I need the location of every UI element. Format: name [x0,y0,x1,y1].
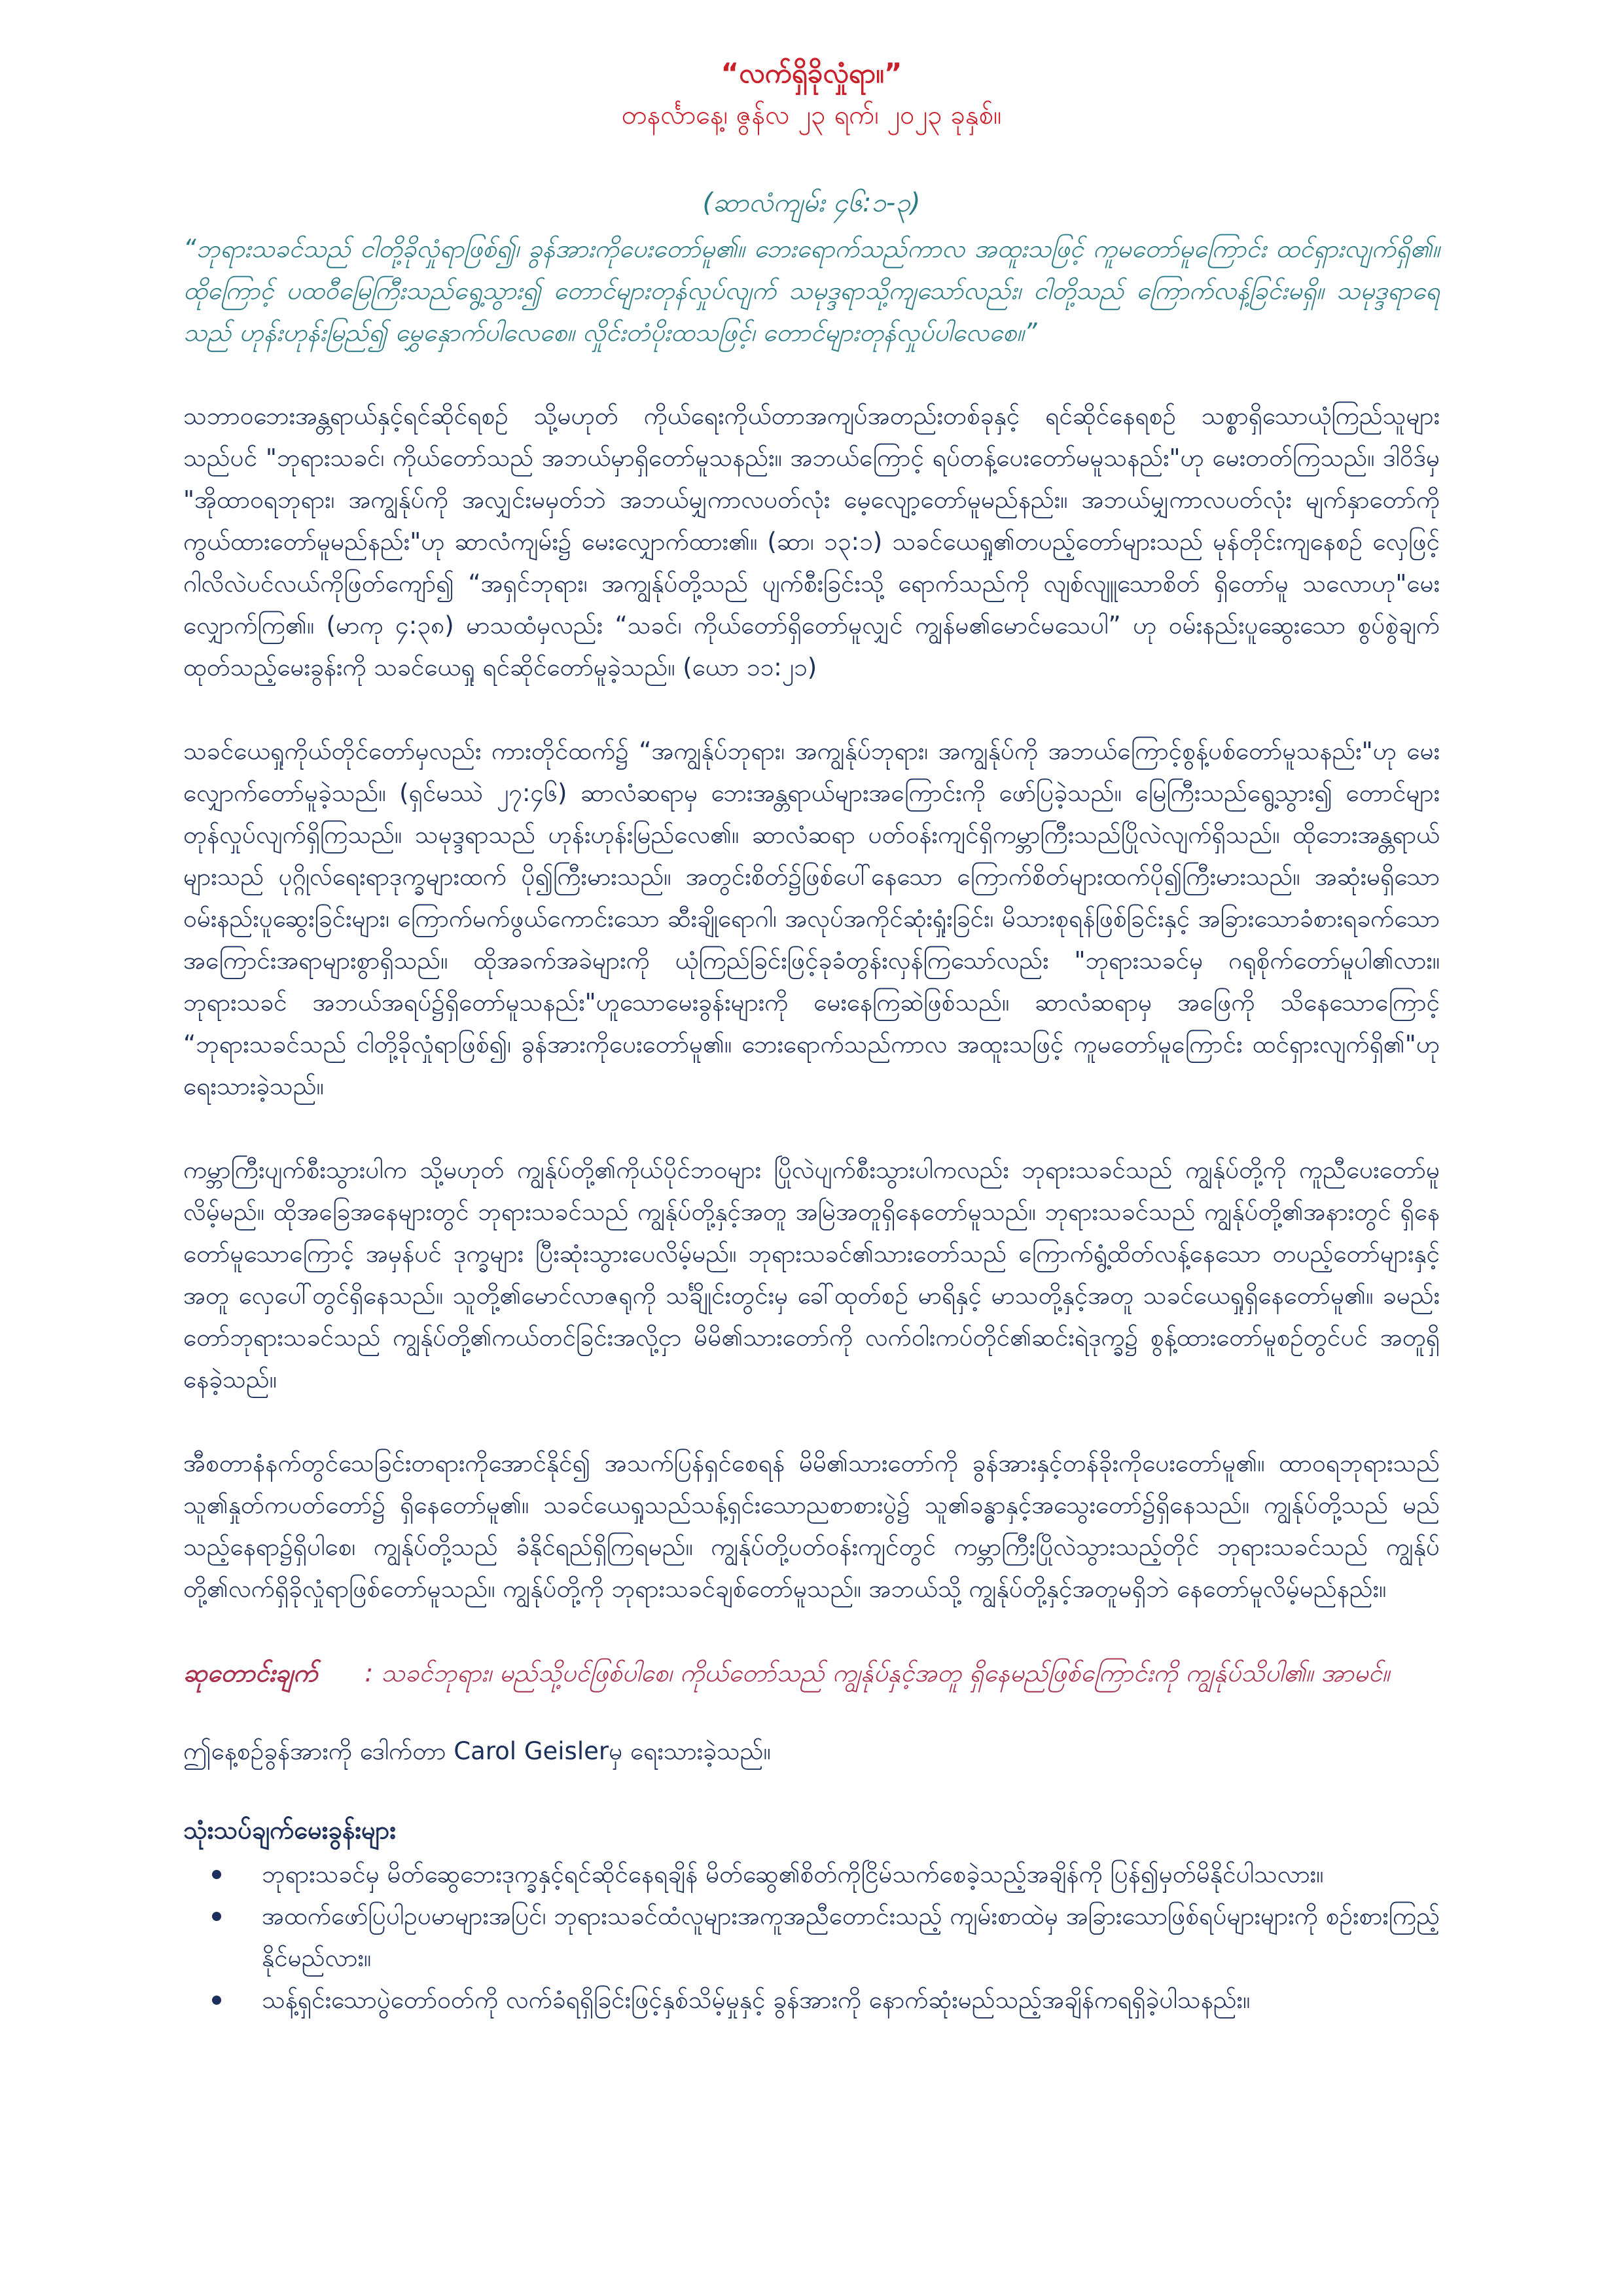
question-text: အထက်ဖော်ပြပါဥပမာများအပြင်၊ ဘုရားသခင်ထံလူများအကူအညီတောင်းသည့် ကျမ်းစာထဲမှ အခြားသောဖြစ်ရပ်များများကို စဉ်းစားကြည့်နိုင်မည်လား။ [262,1902,1440,1972]
body-paragraph: သခင်ယေရှုကိုယ်တိုင်တော်မှလည်း ကားတိုင်ထက်၌ “အကျွန်ုပ်ဘုရား၊ အကျွန်ုပ်ဘုရား၊ အကျွန်ုပ်ကို အဘယ်ကြောင့်စွန့်ပစ်တော်မူသနည်း"ဟု မေးလျှောက်တော်မူခဲ့သည်။ (ရှင်မဿဲ ၂၇:၄၆) ဆာလံဆရာမှ ဘေးအန္တရာယ်များအကြောင်းကို ဖော်ပြခဲ့သည်။ မြေကြီးသည်ရွေ့သွား၍ တောင်များတုန်လှုပ်လျက်ရှိကြသည်။ သမုဒ္ဒရာသည် ဟုန်းဟုန်းမြည်လေ၏။ ဆာလံဆရာ ပတ်ဝန်းကျင်ရှိကမ္ဘာကြီးသည်ပြိုလဲလျက်ရှိသည်။ ထိုဘေးအန္တရာယ်များသည် ပုဂ္ဂိုလ်ရေးရာဒုက္ခများထက် ပို၍ကြီးမားသည်။ အတွင်းစိတ်၌ဖြစ်ပေါ်နေသော ကြောက်စိတ်များထက်ပို၍ကြီးမားသည်။ အဆုံးမရှိသော ဝမ်းနည်းပူဆွေးခြင်းများ၊ ကြောက်မက်ဖွယ်ကောင်းသော ဆီးချိုရောဂါ၊ အလုပ်အကိုင်ဆုံးရှုံးခြင်း၊ မိသားစုရန်ဖြစ်ခြင်းနှင့် အခြားသောခံစားရခက်သောအကြောင်းအရာများစွာရှိသည်။ ထိုအခက်အခဲများကို ယုံကြည်ခြင်းဖြင့်ခုခံတွန်းလှန်ကြသော်လည်း "ဘုရားသခင်မှ ဂရုစိုက်တော်မူပါ၏လား။ ဘုရားသခင် အဘယ်အရပ်၌ရှိတော်မူသနည်း"ဟူသောမေးခွန်းများကို မေးနေကြဆဲဖြစ်သည်။ ဆာလံဆရာမှ အဖြေကို သိနေသောကြောင့် “ဘုရားသခင်သည် ငါတို့ခိုလှုံရာဖြစ်၍၊ ခွန်အားကိုပေးတော်မူ၏။ ဘေးရောက်သည်ကာလ အထူးသဖြင့် ကူမတော်မူကြောင်း ထင်ရှားလျက်ရှိ၏"ဟုရေးသားခဲ့သည်။ [183,737,1440,1100]
question-text: သန့်ရှင်းသောပွဲတော်ဝတ်ကို လက်ခံရရှိခြင်းဖြင့်နှစ်သိမ့်မှုနှင့် ခွန်အားကို နောက်ဆုံးမည်သည့်အချိန်ကရရှိခဲ့ပါသနည်း။ [262,1986,1251,2014]
question-text: ဘုရားသခင်မှ မိတ်ဆွေဘေးဒုက္ခနှင့်ရင်ဆိုင်နေရချိန် မိတ်ဆွေ၏စိတ်ကိုငြိမ်သက်စေခဲ့သည့်အချိန်ကို ပြန်၍မှတ်မိနိုင်ပါသလား။ [262,1860,1324,1888]
body-paragraph: ကမ္ဘာကြီးပျက်စီးသွားပါက သို့မဟုတ် ကျွန်ုပ်တို့၏ကိုယ်ပိုင်ဘဝများ ပြိုလဲပျက်စီးသွားပါကလည်း ဘုရားသခင်သည် ကျွန်ုပ်တို့ကို ကူညီပေးတော်မူလိမ့်မည်။ ထိုအခြေအနေများတွင် ဘုရားသခင်သည် ကျွန်ုပ်တို့နှင့်အတူ အမြဲအတူရှိနေတော်မူသည်။ ဘုရားသခင်သည် ကျွန်ုပ်တို့၏အနားတွင် ရှိနေတော်မူသောကြောင့် အမှန်ပင် ဒုက္ခများ ပြီးဆုံးသွားပေလိမ့်မည်။ ဘုရားသခင်၏သားတော်သည် ကြောက်ရွံ့ထိတ်လန့်နေသော တပည့်တော်များနှင့်အတူ လှေပေါ်တွင်ရှိနေသည်။ သူတို့၏မောင်လာဇရုကို သင်္ချိုင်းတွင်းမှ ခေါ်ထုတ်စဉ် မာရိနှင့် မာသတို့နှင့်အတူ သခင်ယေရှုရှိနေတော်မူ၏။ ခမည်းတော်ဘုရားသခင်သည် ကျွန်ုပ်တို့၏ကယ်တင်ခြင်းအလို့ငှာ မိမိ၏သားတော်ကို လက်ဝါးကပ်တိုင်၏ဆင်းရဲဒုက္ခ၌ စွန့်ထားတော်မူစဉ်တွင်ပင် အတူရှိနေခဲ့သည်။ [183,1156,1440,1393]
devotional-page [183,52,1440,2021]
author-credit: ဤနေ့စဉ်ခွန်အားကို ဒေါက်တာ Carol Geislerမှ ရေးသားခဲ့သည်။ [183,1737,771,1765]
questions-heading: သုံးသပ်ချက်မေးခွန်းများ [183,1816,397,1844]
body-paragraph: သဘာဝဘေးအန္တရာယ်နှင့်ရင်ဆိုင်ရစဉ် သို့မဟုတ် ကိုယ်ရေးကိုယ်တာအကျပ်အတည်းတစ်ခုနှင့် ရင်ဆိုင်နေရစဉ် သစ္စာရှိသောယုံကြည်သူများသည်ပင် "ဘုရားသခင်၊ ကိုယ်တော်သည် အဘယ်မှာရှိတော်မူသနည်း။ အဘယ်ကြောင့် ရပ်တန့်ပေးတော်မမူသနည်း"ဟု မေးတတ်ကြသည်။ ဒါဝိဒ်မှ "အိုထာဝရဘုရား၊ အကျွန်ုပ်ကို အလျှင်းမမှတ်ဘဲ အဘယ်မျှကာလပတ်လုံး မေ့လျော့တော်မူမည်နည်း။ အဘယ်မျှကာလပတ်လုံး မျက်နှာတော်ကို ကွယ်ထားတော်မူမည်နည်း"ဟု ဆာလံကျမ်း၌ မေးလျှောက်ထား၏။ (ဆာ၊ ၁၃:၁) သခင်ယေရှု၏တပည့်တော်များသည် မုန်တိုင်းကျနေစဉ် လှေဖြင့် ဂါလိလဲပင်လယ်ကိုဖြတ်ကျော်၍ “အရှင်ဘုရား၊ အကျွန်ုပ်တို့သည် ပျက်စီးခြင်းသို့ ရောက်သည်ကို လျစ်လျူသောစိတ် ရှိတော်မူ သလောဟု"မေးလျှောက်ကြ၏။ (မာကု ၄:၃၈) မာသထံမှလည်း “သခင်၊ ကိုယ်တော်ရှိတော်မူလျှင် ကျွန်မ၏မောင်မသေပါ” ဟု ဝမ်းနည်းပူဆွေးသော စွပ်စွဲချက်ထုတ်သည့်မေးခွန်းကို သခင်ယေရှု ရင်ဆိုင်တော်မူခဲ့သည်။ (ယော ၁၁:၂၁) [183,402,1440,681]
prayer-separator: : [365,1659,374,1687]
scripture-reference: (ဆာလံကျမ်း ၄၆:၁-၃) [702,188,921,218]
question-item [183,1979,1440,2021]
question-item [183,1895,1440,1979]
bullet-icon [212,1870,221,1879]
devotional-title: “လက်ရှိခိုလှုံရာ။” [721,57,902,89]
prayer-label: ဆုတောင်းချက် [183,1659,318,1687]
bullet-icon [212,1996,221,2005]
bullet-icon [212,1912,221,1921]
devotional-body [183,395,1440,1610]
scripture-text: “ဘုရားသခင်သည် ငါတို့ခိုလှုံရာဖြစ်၍၊ ခွန်အားကိုပေးတော်မူ၏။ ဘေးရောက်သည်ကာလ အထူးသဖြင့် ကူမတော်မူကြောင်း ထင်ရှားလျက်ရှိ၏။ ထိုကြောင့် ပထဝီမြေကြီးသည်ရွေ့သွား၍ တောင်များတုန်လှုပ်လျက် သမုဒ္ဒရာသို့ကျသော်လည်း၊ ငါတို့သည် ကြောက်လန့်ခြင်းမရှိ။ သမုဒ္ဒရာရေသည် ဟုန်းဟုန်းမြည်၍ မွှေနှောက်ပါလေစေ။ လှိုင်းတံပိုးထသဖြင့်၊ တောင်များတုန်လှုပ်ပါလေစေ။” [183,234,1440,347]
devotional-date: တနင်္လာနေ့၊ ဇွန်လ ၂၃ ရက်၊ ၂၀၂၃ ခုနှစ်။ [621,100,1002,130]
body-paragraph: အီစတာနံနက်တွင်သေခြင်းတရားကိုအောင်နိုင်၍ အသက်ပြန်ရှင်စေရန် မိမိ၏သားတော်ကို ခွန်အားနှင့်တန်ခိုးကိုပေးတော်မူ၏။ ထာဝရဘုရားသည် သူ၏နှုတ်ကပတ်တော်၌ ရှိနေတော်မူ၏။ သခင်ယေရှုသည်သန့်ရှင်းသောညစာစားပွဲ၌ သူ၏ခန္ဓာနှင့်အသွေးတော်၌ရှိနေသည်။ ကျွန်ုပ်တို့သည် မည်သည့်နေရာ၌ရှိပါစေ၊ ကျွန်ုပ်တို့သည် ခံနိုင်ရည်ရှိကြရမည်။ ကျွန်ုပ်တို့ပတ်ဝန်းကျင်တွင် ကမ္ဘာကြီးပြိုလဲသွားသည့်တိုင် ဘုရားသခင်သည် ကျွန်ုပ်တို့၏လက်ရှိခိုလှုံရာဖြစ်တော်မူသည်။ ကျွန်ုပ်တို့ကို ဘုရားသခင်ချစ်တော်မူသည်။ အဘယ်သို့ ကျွန်ုပ်တို့နှင့်အတူမရှိဘဲ နေတော်မူလိမ့်မည်နည်း။ [183,1449,1440,1603]
prayer-text: သခင်ဘုရား၊ မည်သို့ပင်ဖြစ်ပါစေ၊ ကိုယ်တော်သည် ကျွန်ုပ်နှင့်အတူ ရှိနေမည်ဖြစ်ကြောင်းကို ကျွန်ုပ်သိပါ၏။ အာမင်။ [381,1659,1390,1687]
questions-list [183,1854,1440,2021]
prayer [183,1652,1440,1694]
question-item [183,1854,1440,1895]
